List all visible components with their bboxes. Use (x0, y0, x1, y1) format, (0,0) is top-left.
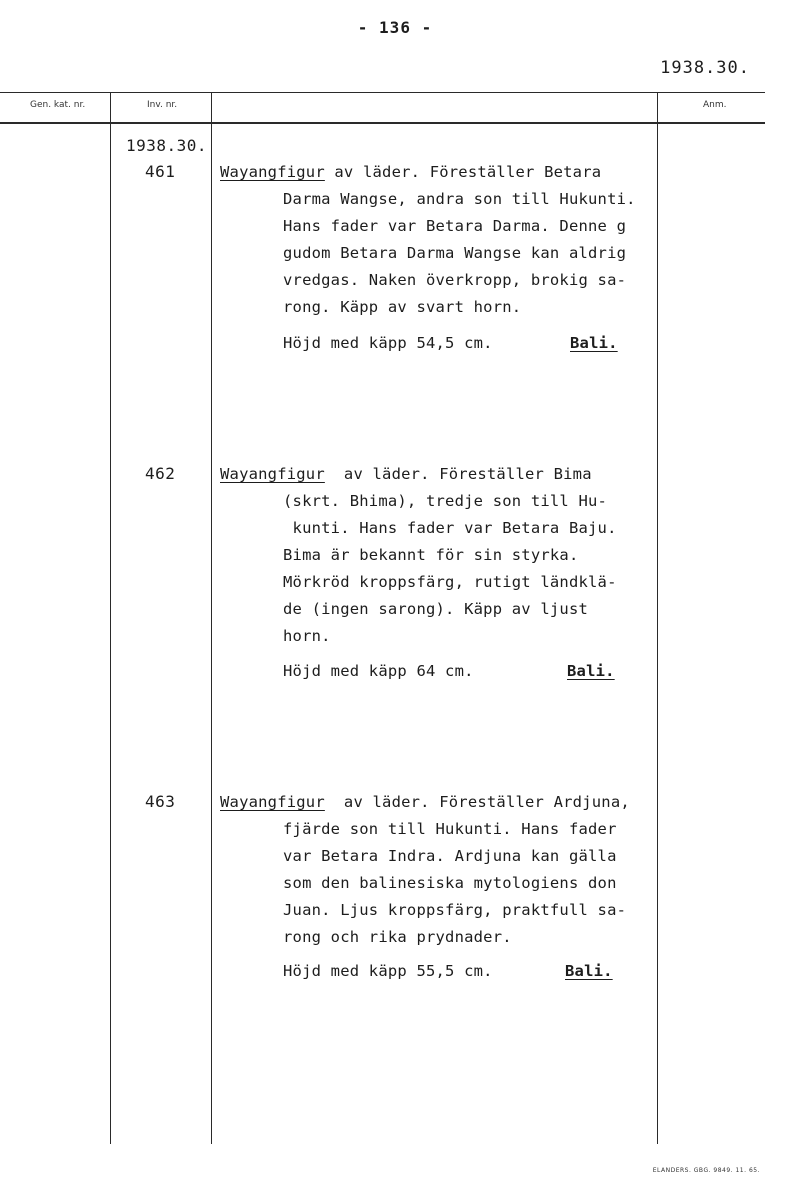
header-collection-code: 1938.30. (660, 58, 750, 78)
entry-line (220, 789, 630, 816)
entry-line: Darma Wangse, andra son till Hukunti. (283, 190, 636, 208)
entry-measure: Höjd med käpp 55,5 cm. (283, 962, 493, 980)
inv-number: 461 (145, 162, 176, 181)
entry-line: Hans fader var Betara Darma. Denne g (283, 217, 627, 235)
entry-line-text: av läder. Föreställer Bima (324, 465, 592, 483)
entry-place: Bali. (565, 962, 613, 980)
entry-keyword: Wayangfigur (220, 163, 325, 181)
entry-line: rong. Käpp av svart horn. (283, 298, 522, 316)
entry-line (220, 159, 601, 186)
entry-line (220, 461, 592, 488)
entry-line: gudom Betara Darma Wangse kan aldrig (283, 244, 627, 262)
entry-keyword: Wayangfigur (220, 793, 325, 811)
entry-line: de (ingen sarong). Käpp av ljust (283, 600, 589, 618)
entry-line: horn. (283, 627, 331, 645)
entry-line: (skrt. Bhima), tredje son till Hu- (283, 492, 608, 510)
entry-line: Mörkröd kroppsfärg, rutigt ländklä- (283, 573, 617, 591)
column-header-inv: Inv. nr. (147, 100, 178, 110)
entry-line: fjärde son till Hukunti. Hans fader (283, 820, 617, 838)
entry-place: Bali. (570, 334, 618, 352)
column-rule-inv-desc (211, 92, 212, 1144)
inv-number: 463 (145, 792, 176, 811)
column-header-gen-kat: Gen. kat. nr. (30, 100, 86, 110)
collection-code: 1938.30. (126, 136, 208, 155)
entry-line: var Betara Indra. Ardjuna kan gälla (283, 847, 617, 865)
column-rule-gen-inv (110, 92, 111, 1144)
entry-line: Bima är bekannt för sin styrka. (283, 546, 579, 564)
header-bottom-rule (0, 122, 765, 124)
entry-line: Juan. Ljus kroppsfärg, praktfull sa- (283, 901, 627, 919)
entry-line-text: av läder. Föreställer Ardjuna, (324, 793, 630, 811)
inv-number: 462 (145, 464, 176, 483)
entry-line: som den balinesiska mytologiens don (283, 874, 617, 892)
entry-measure: Höjd med käpp 54,5 cm. (283, 334, 493, 352)
column-rule-desc-anm (657, 92, 658, 1144)
column-header-anm: Anm. (703, 100, 727, 110)
entry-place: Bali. (567, 662, 615, 680)
entry-line: kunti. Hans fader var Betara Baju. (283, 519, 617, 537)
header-top-rule (0, 92, 765, 93)
entry-line-text: av läder. Föreställer Betara (324, 163, 602, 181)
entry-measure: Höjd med käpp 64 cm. (283, 662, 474, 680)
printer-imprint: ELANDERS. GBG. 9849. 11. 65. (652, 1167, 760, 1174)
entry-line: vredgas. Naken överkropp, brokig sa- (283, 271, 627, 289)
page-number: - 136 - (357, 18, 433, 37)
entry-line: rong och rika prydnader. (283, 928, 512, 946)
entry-keyword: Wayangfigur (220, 465, 325, 483)
